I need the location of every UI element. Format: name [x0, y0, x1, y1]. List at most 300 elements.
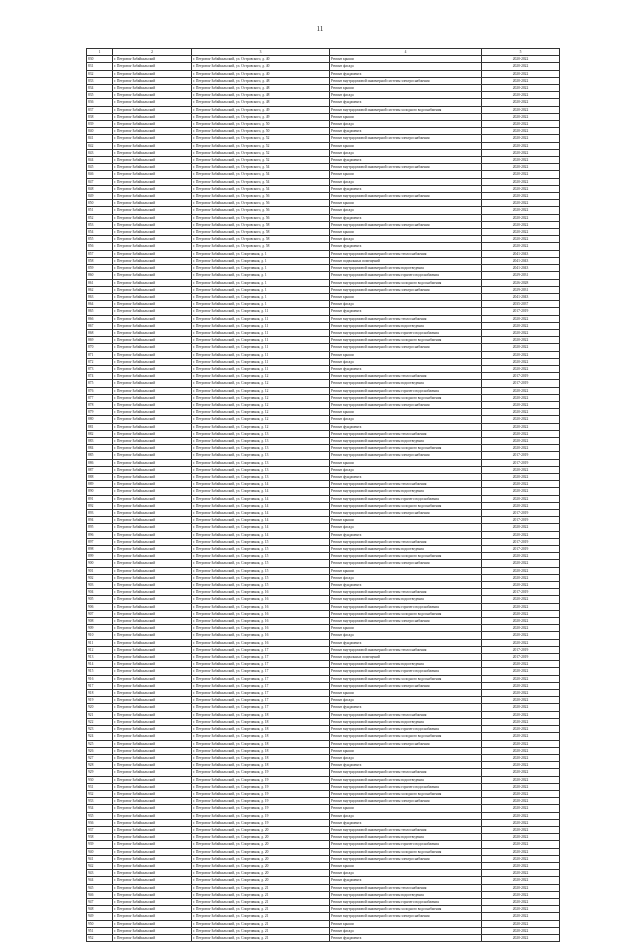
work-type-cell: Ремонт внутридомовой инженерной системы холодного водоснабжения — [330, 790, 482, 797]
address-cell: г. Петровск-Забайкальский, ул. Спортивная, д. 20 — [192, 826, 330, 833]
period-cell: 2020-2022 — [482, 236, 560, 243]
address-cell: г. Петровск-Забайкальский, ул. Спортивная, д. 13 — [192, 473, 330, 480]
row-number-cell: 850 — [87, 200, 113, 207]
table-row — [87, 229, 560, 236]
table-row — [87, 560, 560, 567]
municipality-cell: г. Петровск-Забайкальский — [113, 538, 192, 545]
address-cell: г. Петровск-Забайкальский, ул. Островского, д. 52 — [192, 157, 330, 164]
period-cell: 2020-2022 — [482, 884, 560, 891]
row-number-cell: 914 — [87, 661, 113, 668]
period-cell: 2020-2022 — [482, 841, 560, 848]
work-type-cell: Ремонт крыши — [330, 517, 482, 524]
table-row — [87, 538, 560, 545]
address-cell: г. Петровск-Забайкальский, ул. Спортивная, д. 12 — [192, 373, 330, 380]
work-type-cell: Ремонт внутридомовой инженерной системы водоотведения — [330, 596, 482, 603]
address-cell: г. Петровск-Забайкальский, ул. Спортивная, д. 20 — [192, 848, 330, 855]
address-cell: г. Петровск-Забайкальский, ул. Спортивная, д. 20 — [192, 855, 330, 862]
row-number-cell: 934 — [87, 805, 113, 812]
table-row — [87, 546, 560, 553]
row-number-cell: 936 — [87, 819, 113, 826]
municipality-cell: г. Петровск-Забайкальский — [113, 113, 192, 120]
address-cell: г. Петровск-Забайкальский, ул. Спортивная, д. 11 — [192, 337, 330, 344]
table-row — [87, 553, 560, 560]
municipality-cell: г. Петровск-Забайкальский — [113, 819, 192, 826]
table-row — [87, 272, 560, 279]
work-type-cell: Ремонт внутридомовой инженерной системы холодного водоснабжения — [330, 733, 482, 740]
address-cell: г. Петровск-Забайкальский, ул. Спортивная, д. 14 — [192, 481, 330, 488]
municipality-cell: г. Петровск-Забайкальский — [113, 373, 192, 380]
work-type-cell: Ремонт крыши — [330, 229, 482, 236]
work-type-cell: Ремонт внутридомовой инженерной системы электроснабжения — [330, 618, 482, 625]
work-type-cell: Ремонт внутридомовой инженерной системы горячего водоснабжения — [330, 495, 482, 502]
table-row — [87, 697, 560, 704]
address-cell: г. Петровск-Забайкальский, ул. Спортивная, д. 17 — [192, 675, 330, 682]
row-number-cell: 855 — [87, 236, 113, 243]
address-cell: г. Петровск-Забайкальский, ул. Спортивная, д. 11 — [192, 344, 330, 351]
address-cell: г. Петровск-Забайкальский, ул. Спортивная, д. 14 — [192, 495, 330, 502]
row-number-cell: 888 — [87, 473, 113, 480]
table-row — [87, 596, 560, 603]
row-number-cell: 950 — [87, 920, 113, 927]
municipality-cell: г. Петровск-Забайкальский — [113, 250, 192, 257]
work-type-cell: Ремонт внутридомовой инженерной системы горячего водоснабжения — [330, 272, 482, 279]
address-cell: г. Петровск-Забайкальский, ул. Спортивная, д. 12 — [192, 409, 330, 416]
work-type-cell: Ремонт внутридомовой инженерной системы электроснабжения — [330, 164, 482, 171]
row-number-cell: 920 — [87, 704, 113, 711]
period-cell: 2020-2022 — [482, 898, 560, 905]
address-cell: г. Петровск-Забайкальский, ул. Спортивная, д. 13 — [192, 445, 330, 452]
address-cell: г. Петровск-Забайкальский, ул. Островского, д. 54 — [192, 178, 330, 185]
period-cell: 2017-2019 — [482, 654, 560, 661]
address-cell: г. Петровск-Забайкальский, ул. Спортивная, д. 16 — [192, 625, 330, 632]
work-type-cell: Ремонт внутридомовой инженерной системы водоотведения — [330, 265, 482, 272]
table-row — [87, 906, 560, 913]
row-number-cell: 857 — [87, 250, 113, 257]
table-row — [87, 531, 560, 538]
work-type-cell: Ремонт внутридомовой инженерной системы теплоснабжения — [330, 589, 482, 596]
municipality-cell: г. Петровск-Забайкальский — [113, 437, 192, 444]
row-number-cell: 856 — [87, 243, 113, 250]
row-number-cell: 922 — [87, 718, 113, 725]
municipality-cell: г. Петровск-Забайкальский — [113, 834, 192, 841]
work-type-cell: Ремонт внутридомовой инженерной системы водоотведения — [330, 891, 482, 898]
work-type-cell: Ремонт фундамента — [330, 423, 482, 430]
work-type-cell: Ремонт внутридомовой инженерной системы водоотведения — [330, 834, 482, 841]
row-number-cell: 858 — [87, 257, 113, 264]
address-cell: г. Петровск-Забайкальский, ул. Островского, д. 49 — [192, 106, 330, 113]
municipality-cell: г. Петровск-Забайкальский — [113, 164, 192, 171]
municipality-cell: г. Петровск-Забайкальский — [113, 546, 192, 553]
period-cell: 2041-2043 — [482, 257, 560, 264]
work-type-cell: Ремонт внутридомовой инженерной системы электроснабжения — [330, 344, 482, 351]
municipality-cell: г. Петровск-Забайкальский — [113, 401, 192, 408]
period-cell: 2020-2022 — [482, 805, 560, 812]
municipality-cell: г. Петровск-Забайкальский — [113, 769, 192, 776]
work-type-cell: Ремонт фундамента — [330, 531, 482, 538]
work-type-cell: Ремонт фундамента — [330, 185, 482, 192]
municipality-cell: г. Петровск-Забайкальский — [113, 906, 192, 913]
municipality-cell: г. Петровск-Забайкальский — [113, 106, 192, 113]
row-number-cell: 944 — [87, 877, 113, 884]
municipality-cell: г. Петровск-Забайкальский — [113, 308, 192, 315]
period-cell: 2020-2022 — [482, 776, 560, 783]
period-cell: 2020-2022 — [482, 351, 560, 358]
municipality-cell: г. Петровск-Забайкальский — [113, 733, 192, 740]
period-cell: 2020-2022 — [482, 726, 560, 733]
municipality-cell: г. Петровск-Забайкальский — [113, 85, 192, 92]
period-cell: 2017-2019 — [482, 308, 560, 315]
table-body — [87, 56, 560, 942]
municipality-cell: г. Петровск-Забайкальский — [113, 495, 192, 502]
municipality-cell: г. Петровск-Забайкальский — [113, 452, 192, 459]
table-row — [87, 747, 560, 754]
row-number-cell: 911 — [87, 639, 113, 646]
work-type-cell: Ремонт крыши — [330, 459, 482, 466]
work-type-cell: Ремонт внутридомовой инженерной системы водоотведения — [330, 776, 482, 783]
table-row — [87, 718, 560, 725]
row-number-cell: 875 — [87, 380, 113, 387]
work-type-cell: Ремонт фундамента — [330, 819, 482, 826]
address-cell: г. Петровск-Забайкальский, ул. Спортивная, д. 21 — [192, 927, 330, 934]
address-cell: г. Петровск-Забайкальский, ул. Спортивная, д. 1 — [192, 286, 330, 293]
table-row — [87, 855, 560, 862]
period-cell: 2020-2022 — [482, 855, 560, 862]
table-row — [87, 344, 560, 351]
table-row — [87, 409, 560, 416]
table-row — [87, 416, 560, 423]
municipality-cell: г. Петровск-Забайкальский — [113, 718, 192, 725]
row-number-cell: 906 — [87, 603, 113, 610]
period-cell: 2020-2022 — [482, 401, 560, 408]
address-cell: г. Петровск-Забайкальский, ул. Спортивная, д. 18 — [192, 726, 330, 733]
period-cell: 2020-2022 — [482, 927, 560, 934]
address-cell: г. Петровск-Забайкальский, ул. Спортивная, д. 19 — [192, 783, 330, 790]
period-cell: 2026-2028 — [482, 279, 560, 286]
row-number-cell: 869 — [87, 337, 113, 344]
period-cell: 2020-2022 — [482, 697, 560, 704]
work-type-cell: Ремонт фундамента — [330, 214, 482, 221]
period-cell: 2020-2022 — [482, 495, 560, 502]
address-cell: г. Петровск-Забайкальский, ул. Спортивная, д. 11 — [192, 365, 330, 372]
work-type-cell: Ремонт крыши — [330, 409, 482, 416]
row-number-cell: 837 — [87, 106, 113, 113]
municipality-cell: г. Петровск-Забайкальский — [113, 567, 192, 574]
period-cell: 2020-2022 — [482, 63, 560, 70]
municipality-cell: г. Петровск-Забайкальский — [113, 344, 192, 351]
table-row — [87, 481, 560, 488]
address-cell: г. Петровск-Забайкальский, ул. Спортивная, д. 17 — [192, 668, 330, 675]
row-number-cell: 881 — [87, 423, 113, 430]
row-number-cell: 838 — [87, 113, 113, 120]
table-row — [87, 589, 560, 596]
row-number-cell: 886 — [87, 459, 113, 466]
address-cell: г. Петровск-Забайкальский, ул. Спортивная, д. 18 — [192, 740, 330, 747]
address-cell: г. Петровск-Забайкальский, ул. Спортивная, д. 13 — [192, 459, 330, 466]
municipality-cell: г. Петровск-Забайкальский — [113, 135, 192, 142]
municipality-cell: г. Петровск-Забайкальский — [113, 358, 192, 365]
municipality-cell: г. Петровск-Забайкальский — [113, 884, 192, 891]
municipality-cell: г. Петровск-Забайкальский — [113, 445, 192, 452]
row-number-cell: 847 — [87, 178, 113, 185]
municipality-cell: г. Петровск-Забайкальский — [113, 142, 192, 149]
address-cell: г. Петровск-Забайкальский, ул. Спортивная, д. 16 — [192, 632, 330, 639]
row-number-cell: 872 — [87, 358, 113, 365]
row-number-cell: 871 — [87, 351, 113, 358]
period-cell: 2020-2022 — [482, 891, 560, 898]
work-type-cell: Ремонт фундамента — [330, 934, 482, 941]
table-row — [87, 63, 560, 70]
address-cell: г. Петровск-Забайкальский, ул. Спортивная, д. 15 — [192, 582, 330, 589]
address-cell: г. Петровск-Забайкальский, ул. Спортивная, д. 17 — [192, 690, 330, 697]
row-number-cell: 919 — [87, 697, 113, 704]
address-cell: г. Петровск-Забайкальский, ул. Спортивная, д. 16 — [192, 610, 330, 617]
table-row — [87, 142, 560, 149]
period-cell: 2020-2022 — [482, 574, 560, 581]
row-number-cell: 860 — [87, 272, 113, 279]
period-cell: 2020-2022 — [482, 790, 560, 797]
row-number-cell: 861 — [87, 279, 113, 286]
address-cell: г. Петровск-Забайкальский, ул. Спортивная, д. 17 — [192, 697, 330, 704]
row-number-cell: 879 — [87, 409, 113, 416]
row-number-cell: 840 — [87, 128, 113, 135]
period-cell: 2020-2022 — [482, 149, 560, 156]
table-row — [87, 783, 560, 790]
work-type-cell: Ремонт внутридомовой инженерной системы холодного водоснабжения — [330, 337, 482, 344]
municipality-cell: г. Петровск-Забайкальский — [113, 380, 192, 387]
municipality-cell: г. Петровск-Забайкальский — [113, 934, 192, 941]
work-type-cell: Ремонт внутридомовой инженерной системы холодного водоснабжения — [330, 279, 482, 286]
municipality-cell: г. Петровск-Забайкальский — [113, 229, 192, 236]
table-row — [87, 524, 560, 531]
table-row — [87, 488, 560, 495]
municipality-cell: г. Петровск-Забайкальский — [113, 481, 192, 488]
municipality-cell: г. Петровск-Забайкальский — [113, 826, 192, 833]
period-cell: 2020-2022 — [482, 913, 560, 920]
work-type-cell: Ремонт фасада — [330, 149, 482, 156]
municipality-cell: г. Петровск-Забайкальский — [113, 704, 192, 711]
work-type-cell: Ремонт подвальных помещений — [330, 654, 482, 661]
period-cell: 2020-2022 — [482, 848, 560, 855]
row-number-cell: 885 — [87, 452, 113, 459]
period-cell: 2020-2022 — [482, 193, 560, 200]
municipality-cell: г. Петровск-Забайкальский — [113, 337, 192, 344]
row-number-cell: 932 — [87, 790, 113, 797]
table-row — [87, 826, 560, 833]
table-row — [87, 682, 560, 689]
work-type-cell: Ремонт внутридомовой инженерной системы горячего водоснабжения — [330, 603, 482, 610]
period-cell: 2020-2022 — [482, 682, 560, 689]
address-cell: г. Петровск-Забайкальский, ул. Островского, д. 56 — [192, 207, 330, 214]
row-number-cell: 898 — [87, 546, 113, 553]
period-cell: 2020-2022 — [482, 783, 560, 790]
municipality-cell: г. Петровск-Забайкальский — [113, 185, 192, 192]
row-number-cell: 912 — [87, 646, 113, 653]
municipality-cell: г. Петровск-Забайкальский — [113, 690, 192, 697]
work-type-cell: Ремонт внутридомовой инженерной системы электроснабжения — [330, 401, 482, 408]
work-type-cell: Ремонт внутридомовой инженерной системы теплоснабжения — [330, 315, 482, 322]
period-cell: 2020-2022 — [482, 445, 560, 452]
work-type-cell: Ремонт фундамента — [330, 639, 482, 646]
row-number-cell: 894 — [87, 517, 113, 524]
address-cell: г. Петровск-Забайкальский, ул. Спортивная, д. 18 — [192, 754, 330, 761]
work-type-cell: Ремонт внутридомовой инженерной системы водоотведения — [330, 718, 482, 725]
row-number-cell: 877 — [87, 394, 113, 401]
work-type-cell: Ремонт крыши — [330, 567, 482, 574]
period-cell: 2020-2022 — [482, 430, 560, 437]
row-number-cell: 921 — [87, 711, 113, 718]
work-type-cell: Ремонт внутридомовой инженерной системы электроснабжения — [330, 286, 482, 293]
address-cell: г. Петровск-Забайкальский, ул. Спортивная, д. 17 — [192, 661, 330, 668]
row-number-cell: 896 — [87, 531, 113, 538]
table-row — [87, 690, 560, 697]
address-cell: г. Петровск-Забайкальский, ул. Спортивная, д. 18 — [192, 733, 330, 740]
table-row — [87, 812, 560, 819]
work-type-cell: Ремонт фундамента — [330, 157, 482, 164]
address-cell: г. Петровск-Забайкальский, ул. Спортивная, д. 12 — [192, 387, 330, 394]
table-row — [87, 646, 560, 653]
period-cell: 2020-2022 — [482, 70, 560, 77]
municipality-cell: г. Петровск-Забайкальский — [113, 236, 192, 243]
municipality-cell: г. Петровск-Забайкальский — [113, 473, 192, 480]
address-cell: г. Петровск-Забайкальский, ул. Спортивная, д. 20 — [192, 841, 330, 848]
row-number-cell: 901 — [87, 567, 113, 574]
period-cell: 2020-2022 — [482, 754, 560, 761]
municipality-cell: г. Петровск-Забайкальский — [113, 286, 192, 293]
row-number-cell: 880 — [87, 416, 113, 423]
period-cell: 2020-2022 — [482, 531, 560, 538]
period-cell: 2020-2022 — [482, 56, 560, 63]
work-type-cell: Ремонт фасада — [330, 178, 482, 185]
municipality-cell: г. Петровск-Забайкальский — [113, 618, 192, 625]
table-row — [87, 128, 560, 135]
work-type-cell: Ремонт фасада — [330, 301, 482, 308]
work-type-cell: Ремонт фундамента — [330, 70, 482, 77]
municipality-cell: г. Петровск-Забайкальский — [113, 322, 192, 329]
municipality-cell: г. Петровск-Забайкальский — [113, 805, 192, 812]
row-number-cell: 873 — [87, 365, 113, 372]
address-cell: г. Петровск-Забайкальский, ул. Спортивная, д. 16 — [192, 603, 330, 610]
table-row — [87, 286, 560, 293]
municipality-cell: г. Петровск-Забайкальский — [113, 265, 192, 272]
address-cell: г. Петровск-Забайкальский, ул. Спортивная, д. 12 — [192, 401, 330, 408]
work-type-cell: Ремонт внутридомовой инженерной системы электроснабжения — [330, 452, 482, 459]
work-type-cell: Ремонт внутридомовой инженерной системы электроснабжения — [330, 510, 482, 517]
municipality-cell: г. Петровск-Забайкальский — [113, 272, 192, 279]
address-cell: г. Петровск-Забайкальский, ул. Спортивная, д. 21 — [192, 913, 330, 920]
municipality-cell: г. Петровск-Забайкальский — [113, 574, 192, 581]
row-number-cell: 904 — [87, 589, 113, 596]
address-cell: г. Петровск-Забайкальский, ул. Спортивная, д. 16 — [192, 589, 330, 596]
address-cell: г. Петровск-Забайкальский, ул. Островского, д. 40 — [192, 63, 330, 70]
work-type-cell: Ремонт крыши — [330, 200, 482, 207]
table-row — [87, 250, 560, 257]
address-cell: г. Петровск-Забайкальский, ул. Спортивная, д. 21 — [192, 920, 330, 927]
period-cell: 2020-2022 — [482, 870, 560, 877]
period-cell: 2020-2022 — [482, 157, 560, 164]
row-number-cell: 913 — [87, 654, 113, 661]
table-row — [87, 675, 560, 682]
municipality-cell: г. Петровск-Забайкальский — [113, 927, 192, 934]
table-row — [87, 610, 560, 617]
table-row — [87, 733, 560, 740]
work-type-cell: Ремонт внутридомовой инженерной системы холодного водоснабжения — [330, 848, 482, 855]
table-row — [87, 625, 560, 632]
row-number-cell: 945 — [87, 884, 113, 891]
municipality-cell: г. Петровск-Забайкальский — [113, 207, 192, 214]
municipality-cell: г. Петровск-Забайкальский — [113, 610, 192, 617]
table-row — [87, 452, 560, 459]
municipality-cell: г. Петровск-Забайкальский — [113, 776, 192, 783]
work-type-cell: Ремонт фасада — [330, 416, 482, 423]
municipality-cell: г. Петровск-Забайкальский — [113, 711, 192, 718]
table-row — [87, 704, 560, 711]
address-cell: г. Петровск-Забайкальский, ул. Спортивная, д. 16 — [192, 639, 330, 646]
table-row — [87, 805, 560, 812]
row-number-cell: 831 — [87, 63, 113, 70]
address-cell: г. Петровск-Забайкальский, ул. Спортивная, д. 19 — [192, 798, 330, 805]
row-number-cell: 949 — [87, 913, 113, 920]
address-cell: г. Петровск-Забайкальский, ул. Спортивная, д. 15 — [192, 567, 330, 574]
work-type-cell: Ремонт внутридомовой инженерной системы водоотведения — [330, 322, 482, 329]
municipality-cell: г. Петровск-Забайкальский — [113, 128, 192, 135]
period-cell: 2020-2022 — [482, 502, 560, 509]
address-cell: г. Петровск-Забайкальский, ул. Спортивная, д. 17 — [192, 682, 330, 689]
table-row — [87, 574, 560, 581]
work-type-cell: Ремонт фасада — [330, 927, 482, 934]
table-row — [87, 776, 560, 783]
municipality-cell: г. Петровск-Забайкальский — [113, 762, 192, 769]
municipality-cell: г. Петровск-Забайкальский — [113, 891, 192, 898]
table-row — [87, 870, 560, 877]
table-row — [87, 654, 560, 661]
municipality-cell: г. Петровск-Забайкальский — [113, 200, 192, 207]
row-number-cell: 952 — [87, 934, 113, 941]
municipality-cell: г. Петровск-Забайкальский — [113, 351, 192, 358]
work-type-cell: Ремонт крыши — [330, 920, 482, 927]
work-type-cell: Ремонт внутридомовой инженерной системы электроснабжения — [330, 913, 482, 920]
column-header: 5 — [482, 49, 560, 56]
work-type-cell: Ремонт внутридомовой инженерной системы теплоснабжения — [330, 826, 482, 833]
work-type-cell: Ремонт крыши — [330, 293, 482, 300]
address-cell: г. Петровск-Забайкальский, ул. Спортивная, д. 17 — [192, 654, 330, 661]
table-row — [87, 934, 560, 941]
work-type-cell: Ремонт внутридомовой инженерной системы горячего водоснабжения — [330, 668, 482, 675]
row-number-cell: 842 — [87, 142, 113, 149]
work-type-cell: Ремонт внутридомовой инженерной системы холодного водоснабжения — [330, 553, 482, 560]
address-cell: г. Петровск-Забайкальский, ул. Спортивная, д. 15 — [192, 553, 330, 560]
row-number-cell: 890 — [87, 488, 113, 495]
row-number-cell: 916 — [87, 675, 113, 682]
address-cell: г. Петровск-Забайкальский, ул. Островского, д. 56 — [192, 214, 330, 221]
work-type-cell: Ремонт фасада — [330, 63, 482, 70]
table-row — [87, 265, 560, 272]
period-cell: 2020-2022 — [482, 337, 560, 344]
address-cell: г. Петровск-Забайкальский, ул. Спортивная, д. 16 — [192, 596, 330, 603]
table-row — [87, 279, 560, 286]
municipality-cell: г. Петровск-Забайкальский — [113, 589, 192, 596]
row-number-cell: 862 — [87, 286, 113, 293]
work-type-cell: Ремонт внутридомовой инженерной системы теплоснабжения — [330, 250, 482, 257]
period-cell: 2020-2022 — [482, 322, 560, 329]
row-number-cell: 883 — [87, 437, 113, 444]
work-type-cell: Ремонт внутридомовой инженерной системы холодного водоснабжения — [330, 610, 482, 617]
period-cell: 2017-2019 — [482, 510, 560, 517]
work-type-cell: Ремонт внутридомовой инженерной системы холодного водоснабжения — [330, 106, 482, 113]
municipality-cell: г. Петровск-Забайкальский — [113, 63, 192, 70]
municipality-cell: г. Петровск-Забайкальский — [113, 682, 192, 689]
address-cell: г. Петровск-Забайкальский, ул. Островского, д. 54 — [192, 164, 330, 171]
address-cell: г. Петровск-Забайкальский, ул. Спортивная, д. 13 — [192, 430, 330, 437]
